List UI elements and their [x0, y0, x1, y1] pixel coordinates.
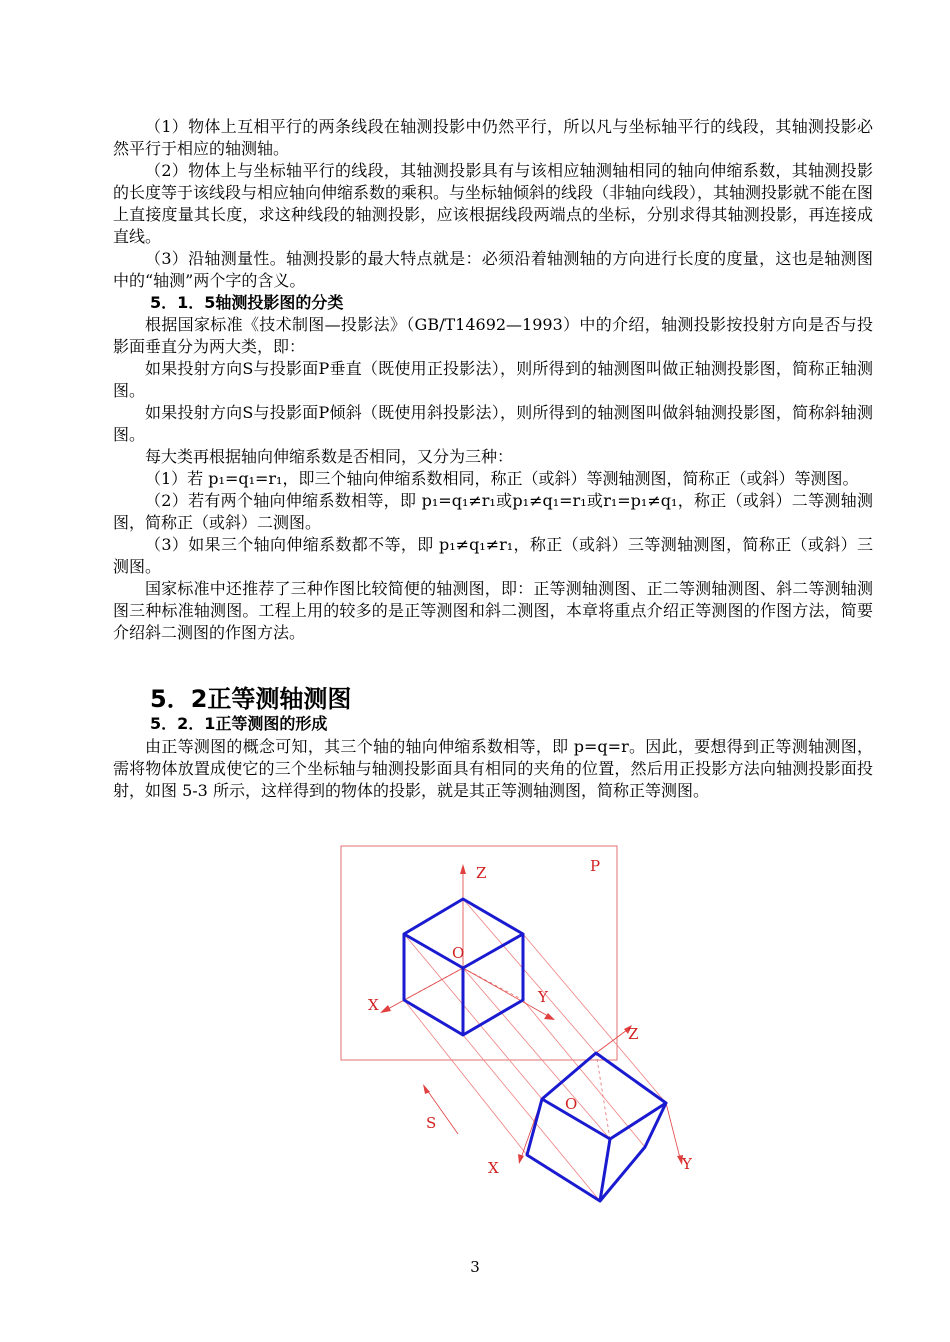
heading-5-1-5: 5．1．5轴测投影图的分类	[150, 293, 344, 312]
label-projected-z: Z	[628, 1025, 639, 1043]
label-x: X	[368, 996, 379, 1014]
projected-cube	[527, 1053, 666, 1201]
formula: p₁=q₁≠r₁或p₁≠q₁=r₁或r₁=p₁≠q₁	[421, 491, 678, 510]
projection-rays	[404, 899, 666, 1201]
formula: p₁=q₁=r₁	[208, 469, 283, 488]
paragraph-formation: 由正等测图的概念可知，其三个轴的轴向伸缩系数相等，即 p=q=r。因此，要想得到正等测轴测图，需将物体放置成使它的三个坐标轴与轴测投影面具有相同的夹角的位置，然后用正投影方法向轴测投影面投射，如图 5-3 所示，这样得到的物体的投影，就是其正等测轴测图，简称正等测图。	[113, 737, 873, 800]
case-trimetric: （3）如果三个轴向伸缩系数都不等，即 p₁≠q₁≠r₁，称正（或斜）三等测轴测图，简称正（或斜）三测图。	[113, 535, 873, 576]
label-projected-x: X	[488, 1159, 499, 1177]
label-direction-s: S	[426, 1114, 437, 1132]
paragraph-axial-scaling: （2）物体上与坐标轴平行的线段，其轴测投影具有与该相应轴测轴相同的轴向伸缩系数，其轴测投影的长度等于该线段与相应轴向伸缩系数的乘积。与坐标轴倾斜的线段（非轴向线段），其轴测投影就不能在图上直接度量其长度，求这种线段的轴测投影，应该根据线段两端点的坐标，分别求得其轴测投影，再连接成直线。	[113, 161, 874, 246]
projected-x-arrow	[518, 1154, 524, 1164]
y-arrow	[544, 1013, 555, 1020]
paragraph-three-kinds: 每大类再根据轴向伸缩系数是否相同，又分为三种：	[145, 447, 514, 466]
label-projected-origin: O	[565, 1095, 578, 1113]
paragraph-measurability: （3）沿轴测量性。轴测投影的最大特点就是：必须沿着轴测轴的方向进行长度的度量，这也是轴测图中的“轴测”两个字的含义。	[113, 249, 873, 290]
heading-5-2: 5．2正等测轴测图	[150, 685, 352, 713]
paragraph-standard: 根据国家标准《技术制图—投影法》（GB/T14692—1993）中的介绍，轴测投影按投射方向是否与投影面垂直分为两大类，即：	[113, 315, 873, 356]
isometric-projection-figure	[330, 838, 710, 1218]
label-origin: O	[452, 944, 465, 962]
paragraph-orthogonal: 如果投射方向S与投影面P垂直（既使用正投影法），则所得到的轴测图叫做正轴测投影图，简称正轴测图。	[113, 359, 873, 400]
label-z: Z	[476, 864, 487, 882]
paragraph-recommended: 国家标准中还推荐了三种作图比较简便的轴测图，即：正等测轴测图、正二等测轴测图、斜二等测轴测图三种标准轴测图。工程上用的较多的是正等测图和斜二测图，本章将重点介绍正等测图的作图方法，简要介绍斜二测图的作图方法。	[113, 579, 873, 642]
label-projected-y: Y	[682, 1155, 692, 1173]
paragraph-parallelism: （1）物体上互相平行的两条线段在轴测投影中仍然平行，所以凡与坐标轴平行的线段，其轴测投影必然平行于相应的轴测轴。	[113, 117, 873, 158]
heading-5-2-1: 5．2．1正等测图的形成	[150, 714, 328, 733]
case-dimetric: （2）若有两个轴向伸缩系数相等，即 p₁=q₁≠r₁或p₁≠q₁=r₁或r₁=p₁≠q₁，称正（或斜）二等测轴测图，简称正（或斜）二测图。	[113, 491, 873, 532]
label-plane-p: P	[590, 857, 601, 875]
paragraph-oblique: 如果投射方向S与投影面P倾斜（既使用斜投影法），则所得到的轴测图叫做斜轴测投影图，简称斜轴测图。	[113, 403, 873, 444]
formula: p₁≠q₁≠r₁	[439, 535, 514, 554]
cube	[404, 899, 523, 1035]
properties-section	[113, 116, 873, 292]
z-arrow	[460, 864, 466, 874]
classification-section	[113, 314, 873, 644]
case-isometric: （1）若 p₁=q₁=r₁，即三个轴向伸缩系数相同，称正（或斜）等测轴测图，简称正（或斜）等测图。	[145, 469, 859, 488]
formation-section	[113, 736, 873, 802]
label-y: Y	[538, 988, 548, 1006]
page-number: 3	[470, 1258, 480, 1276]
x-arrow	[380, 1005, 391, 1013]
